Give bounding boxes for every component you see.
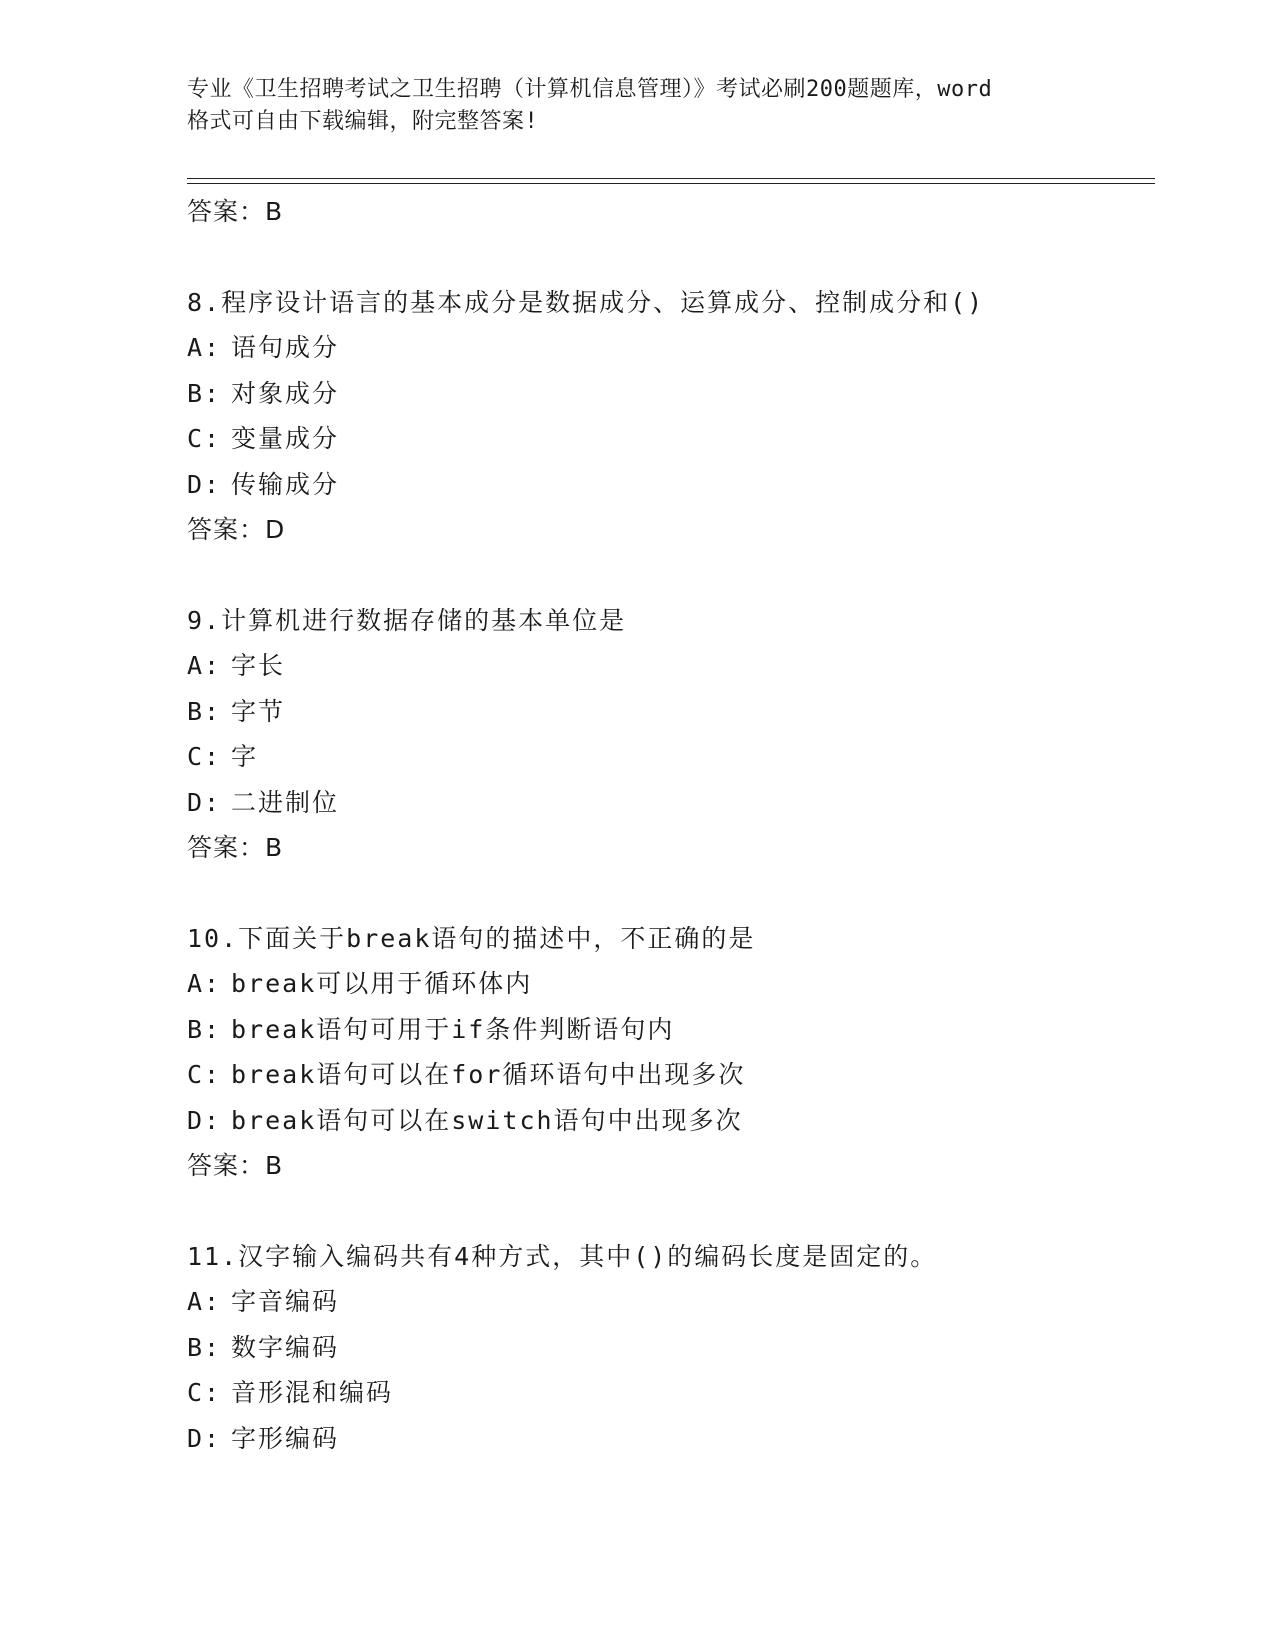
option-text: break语句可以在switch语句中出现多次 bbox=[231, 1105, 743, 1135]
spacer bbox=[187, 871, 1155, 916]
option-prefix: C: bbox=[187, 1060, 222, 1089]
option-prefix: B: bbox=[187, 696, 222, 726]
option-prefix: B: bbox=[187, 1014, 222, 1044]
question-stem: 11.汉字输入编码共有4种方式，其中()的编码长度是固定的。 bbox=[187, 1241, 938, 1271]
option-text: 对象成分 bbox=[231, 378, 340, 408]
option-a bbox=[187, 1279, 1155, 1325]
question-list bbox=[187, 189, 1155, 1461]
header-divider-top bbox=[187, 178, 1155, 179]
header-line-2: 格式可自由下载编辑，附完整答案! bbox=[187, 109, 539, 134]
option-text: 传输成分 bbox=[231, 469, 340, 499]
question-stem: 9.计算机进行数据存储的基本单位是 bbox=[187, 605, 627, 635]
option-d bbox=[187, 780, 1155, 826]
option-prefix: C: bbox=[187, 424, 222, 453]
question-block bbox=[187, 280, 1155, 553]
spacer bbox=[187, 553, 1155, 598]
option-prefix: D: bbox=[187, 1423, 222, 1453]
option-text: 语句成分 bbox=[231, 333, 340, 362]
option-prefix: D: bbox=[187, 787, 222, 817]
option-prefix: A: bbox=[187, 1287, 222, 1316]
answer-line: 答案：D bbox=[187, 515, 286, 544]
spacer bbox=[187, 1189, 1155, 1234]
option-prefix: B: bbox=[187, 1332, 222, 1362]
option-a bbox=[187, 961, 1155, 1007]
option-d bbox=[187, 462, 1155, 508]
option-text: 字节 bbox=[231, 696, 286, 726]
option-c bbox=[187, 1370, 1155, 1416]
answer-line: 答案：B bbox=[187, 197, 284, 226]
header-divider-bottom bbox=[187, 183, 1155, 184]
question-block bbox=[187, 1234, 1155, 1462]
option-c bbox=[187, 734, 1155, 780]
option-prefix: D: bbox=[187, 469, 222, 499]
option-text: 字 bbox=[231, 742, 259, 771]
question-stem: 10.下面关于break语句的描述中，不正确的是 bbox=[187, 923, 756, 953]
spacer bbox=[187, 235, 1155, 280]
option-prefix: D: bbox=[187, 1105, 222, 1135]
header-line-1: 专业《卫生招聘考试之卫生招聘（计算机信息管理）》考试必刷200题题库，word bbox=[187, 77, 993, 102]
question-block bbox=[187, 916, 1155, 1189]
option-prefix: A: bbox=[187, 333, 222, 362]
option-text: break语句可用于if条件判断语句内 bbox=[231, 1014, 675, 1044]
option-prefix: B: bbox=[187, 378, 222, 408]
option-a bbox=[187, 643, 1155, 689]
option-text: 变量成分 bbox=[231, 424, 340, 453]
option-c bbox=[187, 1052, 1155, 1098]
answer-line: 答案：B bbox=[187, 1151, 284, 1180]
option-b bbox=[187, 689, 1155, 735]
option-text: 音形混和编码 bbox=[231, 1378, 394, 1407]
option-prefix: A: bbox=[187, 651, 222, 680]
option-text: 字形编码 bbox=[231, 1423, 340, 1453]
option-b bbox=[187, 1007, 1155, 1053]
option-d bbox=[187, 1416, 1155, 1462]
option-text: break可以用于循环体内 bbox=[231, 969, 533, 998]
option-c bbox=[187, 416, 1155, 462]
document-header bbox=[187, 74, 1087, 138]
option-d bbox=[187, 1098, 1155, 1144]
answer-line: 答案：B bbox=[187, 833, 284, 862]
option-text: 字音编码 bbox=[231, 1287, 340, 1316]
option-prefix: C: bbox=[187, 1378, 222, 1407]
option-prefix: A: bbox=[187, 969, 222, 998]
option-text: break语句可以在for循环语句中出现多次 bbox=[231, 1060, 746, 1089]
option-text: 数字编码 bbox=[231, 1332, 340, 1362]
option-prefix: C: bbox=[187, 742, 222, 771]
option-b bbox=[187, 1325, 1155, 1371]
option-a bbox=[187, 325, 1155, 371]
option-text: 二进制位 bbox=[231, 787, 340, 817]
question-block bbox=[187, 598, 1155, 871]
question-stem: 8.程序设计语言的基本成分是数据成分、运算成分、控制成分和() bbox=[187, 287, 985, 317]
option-text: 字长 bbox=[231, 651, 286, 680]
option-b bbox=[187, 371, 1155, 417]
